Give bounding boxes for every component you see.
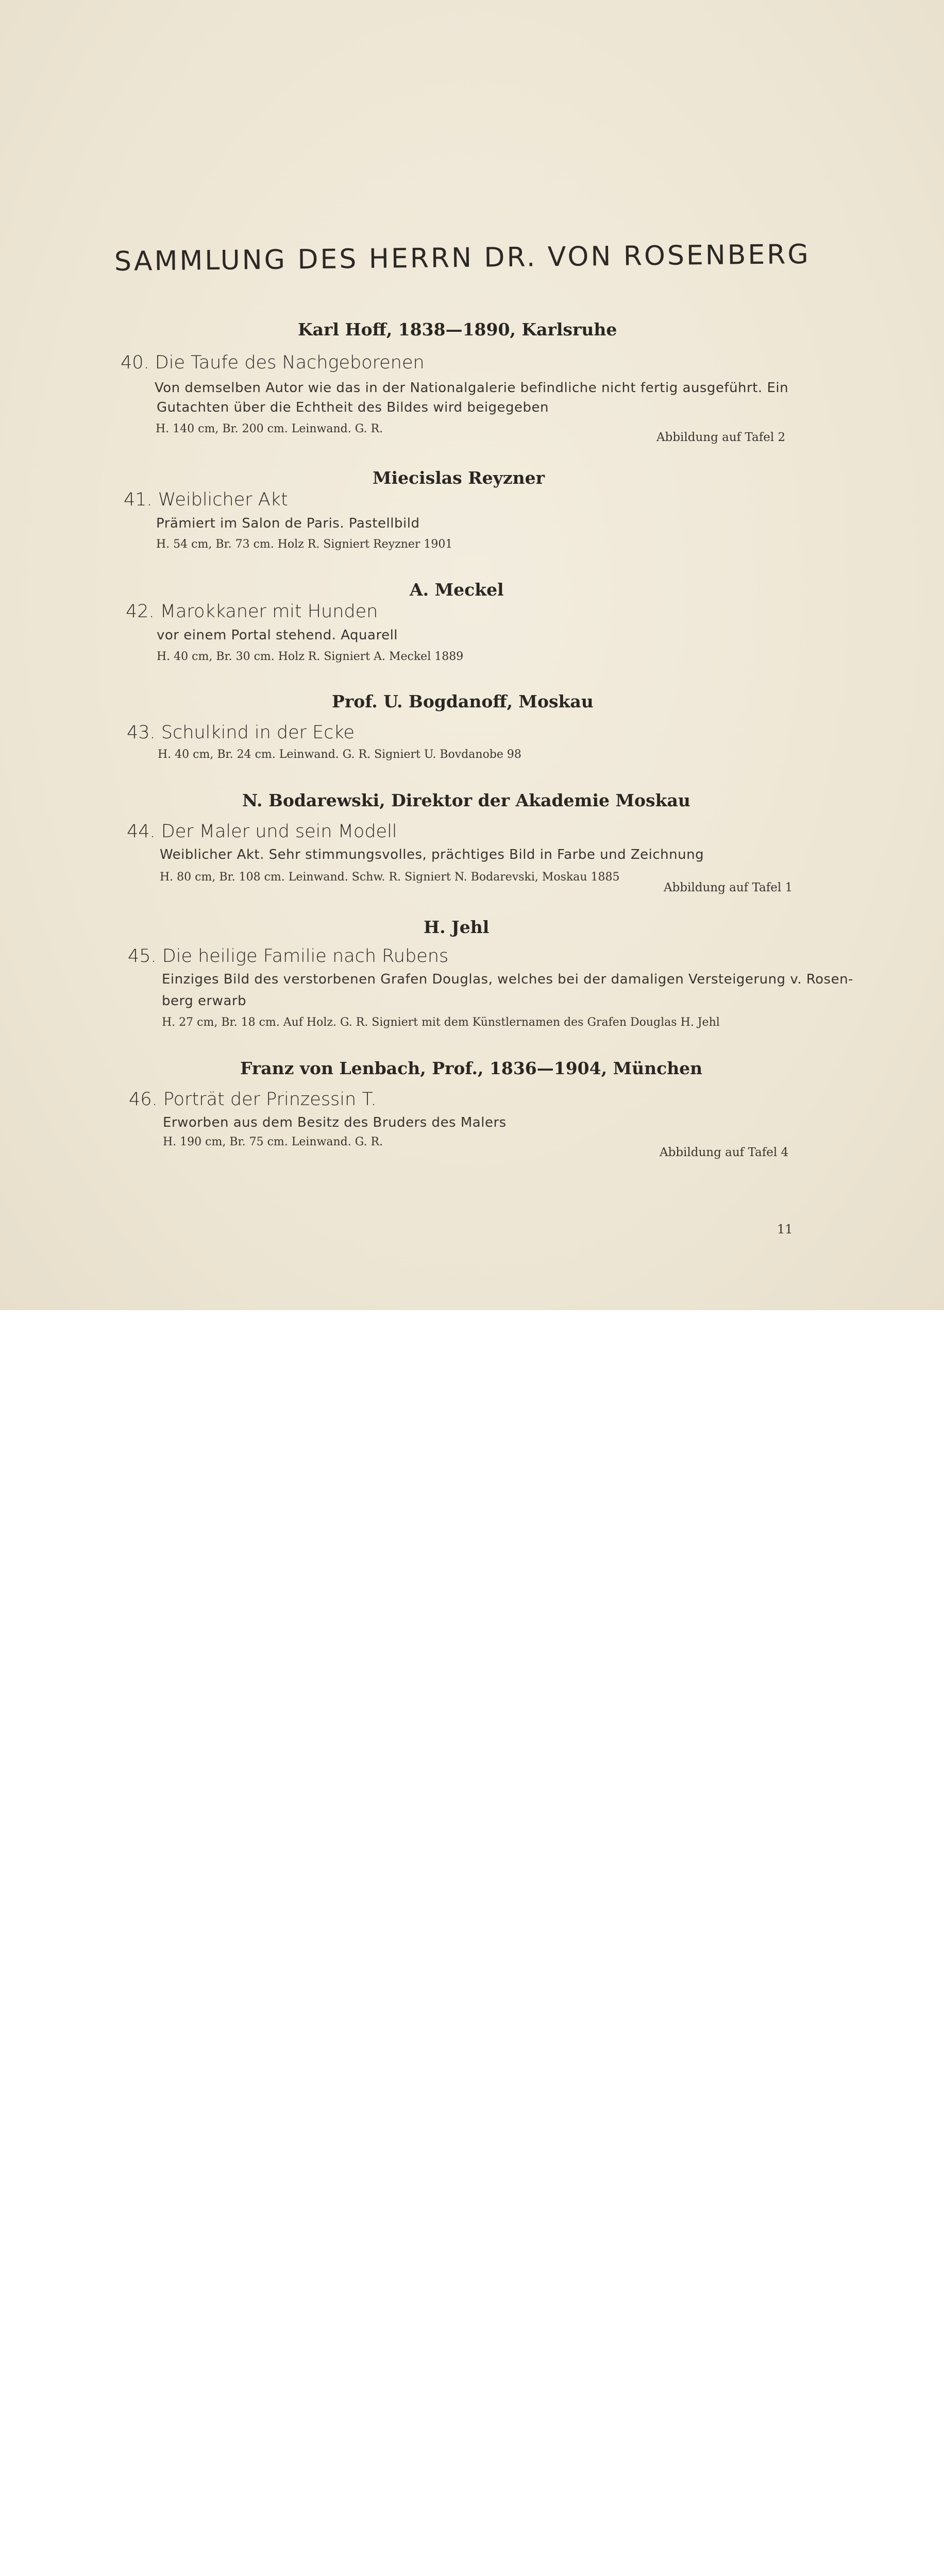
lot-description: Von demselben Autor wie das in der Nationalgalerie befindliche nicht fertig ausgeführt. Ein <box>155 380 789 396</box>
lot-title: 44. Der Maler und sein Modell <box>127 821 397 842</box>
lot-description: Einziges Bild des verstorbenen Grafen Douglas, welches bei der damaligen Versteigerung v. Rosen- <box>162 972 853 987</box>
lot-title: 46. Porträt der Prinzessin T. <box>129 1089 377 1110</box>
plate-reference: Abbildung auf Tafel 2 <box>656 431 786 444</box>
lot-description: vor einem Portal stehend. Aquarell <box>157 628 398 643</box>
artist-heading: Karl Hoff, 1838—1890, Karlsruhe <box>298 319 617 340</box>
artist-heading: Miecislas Reyzner <box>373 468 545 488</box>
lot-description: Gutachten über die Echtheit des Bildes wird beigegeben <box>157 400 549 415</box>
artist-heading: H. Jehl <box>424 917 490 937</box>
lot-dimensions: H. 190 cm, Br. 75 cm. Leinwand. G. R. <box>163 1136 383 1148</box>
artist-heading: Franz von Lenbach, Prof., 1836—1904, München <box>240 1058 703 1078</box>
lot-description: Prämiert im Salon de Paris. Pastellbild <box>156 516 420 531</box>
lot-dimensions: H. 54 cm, Br. 73 cm. Holz R. Signiert Reyzner 1901 <box>156 538 453 551</box>
plate-reference: Abbildung auf Tafel 1 <box>664 881 793 894</box>
lot-title: 45. Die heilige Familie nach Rubens <box>128 946 449 967</box>
lot-title: 42. Marokkaner mit Hunden <box>126 601 378 622</box>
lot-dimensions: H. 80 cm, Br. 108 cm. Leinwand. Schw. R. Signiert N. Bodarevski, Moskau 1885 <box>160 871 620 884</box>
lot-description: Erworben aus dem Besitz des Bruders des Malers <box>163 1115 507 1130</box>
lot-dimensions: H. 40 cm, Br. 30 cm. Holz R. Signiert A. Meckel 1889 <box>157 650 464 663</box>
plate-reference: Abbildung auf Tafel 4 <box>660 1146 789 1159</box>
lot-dimensions: H. 27 cm, Br. 18 cm. Auf Holz. G. R. Signiert mit dem Künstlernamen des Grafen Douglas H. Jehl <box>162 1016 720 1029</box>
lot-title: 43. Schulkind in der Ecke <box>127 722 355 743</box>
digitization-footer <box>0 1310 944 1380</box>
lot-dimensions: H. 140 cm, Br. 200 cm. Leinwand. G. R. <box>156 422 383 435</box>
lot-description: Weiblicher Akt. Sehr stimmungsvolles, prächtiges Bild in Farbe und Zeichnung <box>160 847 704 862</box>
lot-title: 41. Weiblicher Akt <box>124 489 288 510</box>
lot-dimensions: H. 40 cm, Br. 24 cm. Leinwand. G. R. Signiert U. Bovdanobe 98 <box>158 748 521 761</box>
collection-title: SAMMLUNG DES HERRN DR. VON ROSENBERG <box>114 239 811 277</box>
artist-heading: A. Meckel <box>410 580 504 600</box>
lot-title: 40. Die Taufe des Nachgeborenen <box>121 352 425 373</box>
page-number: 11 <box>777 1222 793 1236</box>
artist-heading: N. Bodarewski, Direktor der Akademie Moskau <box>242 790 690 810</box>
artist-heading: Prof. U. Bogdanoff, Moskau <box>332 691 594 711</box>
lot-description: berg erwarb <box>162 993 247 1009</box>
